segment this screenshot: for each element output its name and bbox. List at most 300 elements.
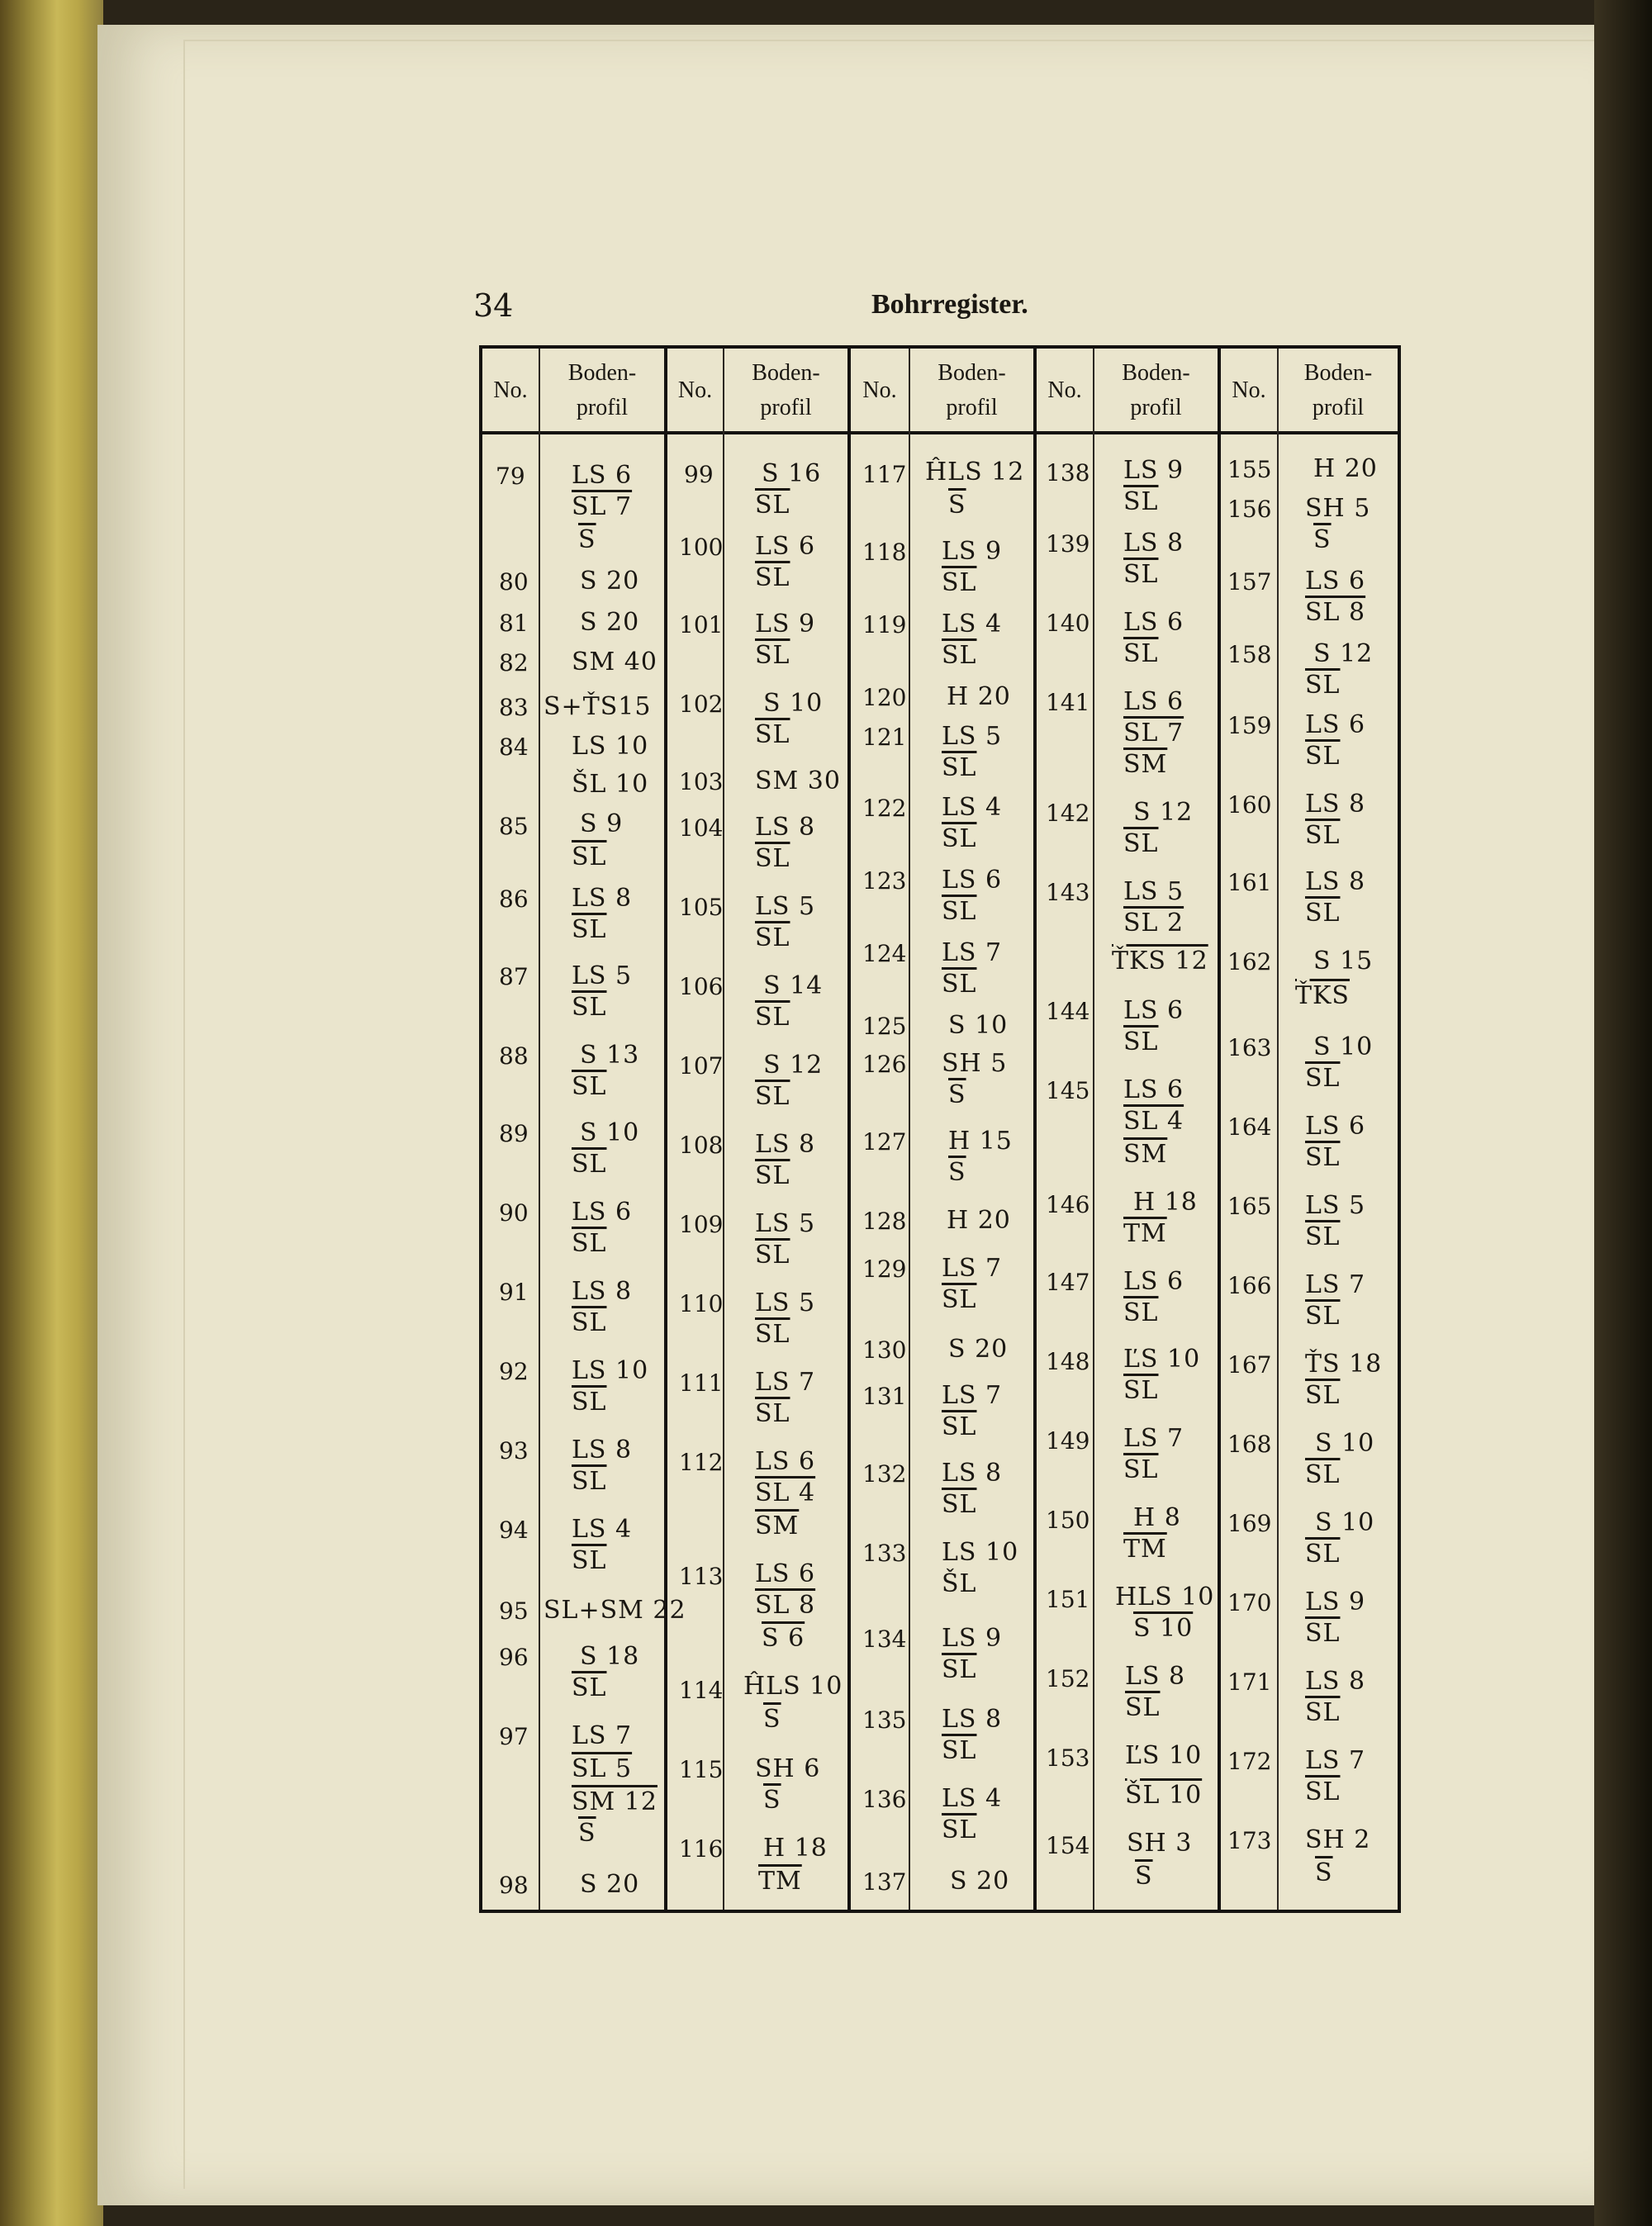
bore-number: 118 [862,539,907,566]
profile-layer: LS 9 [1123,456,1184,485]
profile-layer: $\overline{SL}$ [572,1388,607,1417]
bore-number: 105 [679,894,724,921]
profile-layer: S 10 [1313,1032,1374,1061]
profile-layer: $\overline{SL}$ [572,1673,607,1702]
profile-layer: SH 5 [942,1049,1008,1078]
profile-layer: LS 6 [1305,710,1366,739]
profile-layer: H 20 [947,682,1011,711]
bore-number: 144 [1046,998,1090,1025]
profile-layer: LS 9 [1305,1588,1366,1616]
profile-layer: $\overline{SL}$ [1305,1698,1341,1727]
profile-layer: S 13 [580,1041,640,1070]
profile-layer: S 20 [948,1335,1009,1364]
bore-number: 93 [499,1437,529,1464]
rule [909,349,910,1910]
profile-layer: $\overline{SL}$ [755,491,790,520]
profile-layer: LS 8 [942,1459,1003,1488]
bore-number: 147 [1046,1269,1090,1296]
profile-layer: $\overline{TM}$ [1123,1535,1167,1564]
bore-number: 87 [499,963,529,990]
profile-layer: $\overline{SL}$ [755,844,790,873]
bore-number: 134 [862,1626,907,1653]
bore-number: 153 [1046,1744,1090,1772]
profile-layer: LS 6 [755,1447,816,1476]
bore-number: 167 [1227,1351,1272,1379]
bore-number: 136 [862,1786,907,1813]
profile-layer: S 12 [1313,639,1374,668]
profile-layer: $\overline{SL}$ [1123,1298,1159,1327]
header-profil-1: Boden- profil [567,359,637,420]
bore-number: 150 [1046,1507,1090,1534]
profile-layer: SL 8 [755,1591,816,1620]
bore-number: 157 [1227,568,1272,596]
rule [664,349,667,1910]
bore-number: 120 [862,684,907,711]
profile-layer: $\overline{S}$ [578,525,596,554]
bore-number: 170 [1227,1589,1272,1616]
profile-layer: S 10 [1315,1508,1375,1537]
profile-layer: H 8 [1133,1503,1181,1532]
profile-layer: $\overline{S}$ [1315,1858,1333,1887]
profile-layer: $\overline{SL}$ [572,915,607,944]
profile-layer: $\overline{SL}$ [572,1150,607,1179]
profile-layer: $\overline{SL}$ [942,1655,977,1684]
profile-layer: LS 6 [1123,996,1184,1025]
bore-number: 158 [1227,641,1272,668]
bore-number: 141 [1046,689,1090,716]
profile-layer: LS 4 [942,610,1003,638]
bore-number: 143 [1046,879,1090,906]
bore-number: 80 [499,568,529,596]
bore-number: 123 [862,867,907,895]
bore-number: 129 [862,1255,907,1283]
profile-layer: ĤLS 10 [743,1672,843,1701]
bore-number: 130 [862,1336,907,1364]
profile-layer: ŤKS 12 [1112,947,1208,975]
profile-layer: LS 7 [942,1381,1003,1410]
bore-number: 83 [499,694,529,721]
profile-layer: ŤS 18 [1305,1350,1383,1379]
profile-layer: H 18 [1133,1188,1198,1217]
bore-number: 173 [1227,1827,1272,1854]
bore-number: 119 [862,611,907,638]
profile-layer: SL 5 [572,1754,633,1783]
profile-layer: ŠL 10 [1125,1781,1203,1810]
profile-layer: $\overline{SL}$ [1305,1222,1341,1251]
profile-layer: LS 8 [755,813,816,842]
profile-layer: LS 7 [755,1368,816,1397]
profile-layer: S 10 [763,689,824,718]
profile-layer: $\overline{SL}$ [1123,1455,1159,1484]
profile-layer: SL 4 [1123,1107,1184,1136]
profile-layer: LS 9 [942,537,1003,566]
profile-layer: $\overline{S}$ [1313,525,1332,554]
profile-layer: S 10 [580,1118,640,1147]
profile-layer: H 15 [948,1127,1013,1156]
profile-layer: LS 6 [1123,608,1184,637]
profile-layer: LS 9 [755,610,816,638]
running-head: Bohrregister. [871,289,1028,320]
bore-number: 96 [499,1644,529,1671]
profile-layer: LS 10 [572,1356,649,1385]
profile-layer: $\overline{SL}$ [942,753,977,782]
profile-layer: ĽS 10 [1123,1345,1201,1374]
profile-layer: SM 12 [572,1787,657,1816]
profile-layer: $\overline{SL}$ [572,842,607,871]
bore-number: 110 [679,1290,724,1317]
bore-number: 81 [499,610,529,637]
bore-number: 127 [862,1128,907,1156]
profile-layer: S 14 [763,971,824,1000]
profile-layer: S+ŤS15 [544,692,652,721]
profile-layer: LS 8 [755,1130,816,1159]
bore-number: 106 [679,973,724,1000]
profile-layer: $\overline{SL}$ [755,1082,790,1111]
profile-layer: LS 7 [572,1721,633,1750]
bore-number: 116 [679,1835,724,1863]
profile-layer: $\overline{S}$ [763,1786,781,1815]
profile-layer: LS 9 [942,1624,1003,1653]
profile-layer: LS 7 [1123,1424,1184,1453]
profile-layer: ŠL [942,1569,977,1598]
profile-layer: S 16 [762,459,822,488]
rule [1277,349,1279,1910]
profile-layer: $\overline{SL}$ [1305,821,1341,850]
rule [1218,349,1221,1910]
bore-number: 137 [862,1868,907,1896]
header-profil-5: Boden- profil [1303,359,1373,420]
profile-layer: $\overline{SL}$ [942,824,977,853]
profile-layer: LS 8 [1123,529,1184,558]
profile-layer: $\overline{SL}$ [755,1161,790,1190]
header-profil-3: Boden- profil [938,359,1006,420]
bore-number: 91 [499,1279,529,1306]
profile-layer: SL 7 [572,492,633,521]
profile-layer: LS 4 [942,1784,1003,1813]
bore-number: 163 [1227,1034,1272,1061]
bore-number: 111 [679,1369,724,1397]
profile-layer: H 20 [1313,454,1378,483]
profile-layer: LS 5 [1123,877,1184,906]
profile-layer: LS 8 [1125,1662,1186,1691]
bore-number: 109 [679,1211,724,1238]
profile-layer: $\overline{SL}$ [1305,1064,1341,1093]
bore-number: 169 [1227,1510,1272,1537]
header-profil-2: Boden- profil [752,359,820,420]
bore-number: 168 [1227,1431,1272,1458]
profile-layer: $\overline{S}$ [763,1705,781,1734]
profile-layer: LS 6 [755,1559,816,1588]
profile-layer: LS 10 [942,1538,1019,1567]
profile-layer: $\overline{SL}$ [1305,1460,1341,1489]
profile-layer: SH 5 [1305,494,1371,523]
bore-number: 97 [499,1723,529,1750]
bore-number: 84 [499,733,529,761]
profile-layer: SL 4 [755,1478,816,1507]
bore-number: 152 [1046,1665,1090,1692]
profile-layer: S 9 [580,809,624,838]
bore-number: 138 [1046,459,1090,486]
bore-number: 117 [862,461,907,488]
bore-number: 148 [1046,1348,1090,1375]
header-no-5: No. [1232,377,1266,403]
profile-layer: S 12 [1133,798,1194,827]
bore-number: 112 [679,1449,724,1476]
profile-layer: LS 8 [572,1277,633,1306]
bore-number: 140 [1046,610,1090,637]
bore-number: 125 [862,1013,907,1040]
profile-layer: $\overline{SL}$ [1123,487,1159,516]
bore-number: 131 [862,1383,907,1410]
bore-number: 86 [499,885,529,913]
bore-number: 161 [1227,869,1272,896]
bore-number: 151 [1046,1586,1090,1613]
profile-layer: $\overline{SL}$ [1305,1619,1341,1648]
profile-layer: LS 6 [572,461,633,490]
bore-number: 132 [862,1460,907,1488]
bore-number: 165 [1227,1193,1272,1220]
profile-layer: LS 8 [1305,790,1366,819]
profile-layer: $\overline{SM}$ [1123,750,1168,779]
profile-layer: $\overline{SL}$ [942,1412,977,1441]
profile-layer: S 18 [580,1642,640,1671]
bore-number: 89 [499,1120,529,1147]
profile-layer: $\overline{SL}$ [1123,1028,1159,1056]
profile-layer: $\overline{S}$ [948,1158,966,1187]
profile-layer: $\overline{ŤKS}$ [1295,981,1350,1010]
profile-layer: $\overline{SL}$ [755,563,790,592]
bore-number: 156 [1227,496,1272,523]
profile-layer: H 20 [947,1206,1011,1235]
bore-number: 162 [1227,948,1272,975]
bore-number: 94 [499,1516,529,1544]
profile-layer: $\overline{SL}$ [942,970,977,999]
profile-layer: $\overline{SL}$ [942,568,977,597]
profile-layer: LS 6 [1123,1267,1184,1296]
profile-layer: $\overline{TM}$ [1123,1219,1167,1248]
profile-layer: LS 5 [1305,1191,1366,1220]
right-shadow [1594,0,1652,2226]
profile-layer: LS 8 [572,884,633,913]
header-no-3: No. [862,377,897,403]
profile-layer: LS 8 [942,1705,1003,1734]
bore-number: 139 [1046,530,1090,558]
profile-layer: $\overline{SL}$ [942,897,977,926]
profile-layer: HLS 10 [1115,1583,1215,1611]
bore-number: 82 [499,649,529,676]
bore-number: 133 [862,1540,907,1567]
header-no-1: No. [493,377,528,403]
profile-layer: S 20 [950,1867,1010,1896]
profile-layer: $\overline{SL}$ [1305,1143,1341,1172]
bore-number: 115 [679,1756,724,1783]
profile-layer: SH 2 [1305,1825,1371,1854]
profile-layer: LS 5 [755,1289,816,1317]
profile-layer: SH 6 [755,1754,821,1783]
rule [723,349,724,1910]
profile-layer: S 6 [762,1624,805,1653]
profile-layer: LS 7 [942,1254,1003,1283]
profile-layer: LS 7 [1305,1270,1366,1299]
profile-layer: $\overline{SL}$ [1123,560,1159,589]
profile-layer: $\overline{SL}$ [1123,1376,1159,1405]
profile-layer: $\overline{SL}$ [755,1320,790,1349]
rule [1033,349,1037,1910]
profile-layer: $\overline{SL}$ [572,1546,607,1575]
profile-layer: LS 8 [572,1436,633,1464]
profile-layer: $\overline{SL}$ [942,641,977,670]
profile-layer: S 20 [580,608,640,637]
bore-number: 101 [679,611,724,638]
profile-layer: SM 30 [755,767,841,795]
profile-layer: $\overline{SL}$ [1305,671,1341,700]
profile-layer: $\overline{SL}$ [1123,639,1159,668]
bore-number: 155 [1227,456,1272,483]
bore-number: 85 [499,813,529,840]
profile-layer: S 10 [948,1011,1009,1040]
bore-number: 166 [1227,1272,1272,1299]
profile-layer: $\overline{SL}$ [572,1229,607,1258]
profile-layer: LS 7 [942,938,1003,967]
profile-layer: $\overline{S}$ [948,491,966,520]
bore-number: 98 [499,1872,529,1899]
bore-number: 103 [679,768,724,795]
profile-layer: $\overline{SL}$ [572,1308,607,1337]
rule [1093,349,1094,1910]
profile-layer: LS 6 [572,1198,633,1227]
profile-layer: LS 6 [1305,1112,1366,1141]
profile-layer: SL 8 [1305,598,1366,627]
profile-layer: LS 8 [1305,1667,1366,1696]
profile-layer: LS 5 [755,892,816,921]
profile-layer: SL 2 [1123,909,1184,937]
profile-layer: LS 5 [572,961,633,990]
profile-layer: $\overline{SL}$ [755,1399,790,1428]
profile-layer: $\overline{TM}$ [758,1867,802,1896]
profile-layer: LS 6 [1123,1075,1184,1104]
profile-layer: $\overline{SL}$ [1125,1693,1161,1722]
profile-layer: S 10 [1315,1429,1375,1458]
profile-layer: LS 8 [1305,867,1366,896]
profile-layer: SM 40 [572,648,657,676]
profile-layer: $\overline{SL}$ [942,1815,977,1844]
profile-layer: LS 6 [1123,687,1184,716]
bore-number: 146 [1046,1191,1090,1218]
profile-layer: $\overline{S}$ [948,1080,966,1109]
header-no-4: No. [1047,377,1082,403]
profile-layer: $\overline{SL}$ [755,1003,790,1032]
profile-layer: LS 6 [1305,567,1366,596]
bore-number: 122 [862,795,907,822]
profile-layer: $\overline{SL}$ [1305,1540,1341,1569]
profile-layer: $\overline{S}$ [578,1819,596,1848]
bore-number: 107 [679,1052,724,1080]
profile-layer: $\overline{SM}$ [755,1512,800,1540]
bore-number: 100 [679,534,724,561]
profile-layer: S 20 [580,567,640,596]
rule [847,349,851,1910]
bore-number: 90 [499,1199,529,1227]
bore-number: 88 [499,1042,529,1070]
profile-layer: $\overline{SL}$ [755,1241,790,1270]
header-profil-4: Boden- profil [1122,359,1190,420]
bore-number: 149 [1046,1427,1090,1455]
profile-layer: $\overline{SL}$ [572,993,607,1022]
bore-number: 126 [862,1051,907,1078]
bore-number: 159 [1227,712,1272,739]
book-edge [0,0,103,2226]
bore-number: 135 [862,1706,907,1734]
profile-layer: $\overline{SL}$ [755,923,790,952]
profile-layer: LS 7 [1305,1746,1366,1775]
header-no-2: No. [677,377,713,403]
profile-layer: $\overline{SL}$ [942,1490,977,1519]
profile-layer: $\overline{SL}$ [755,641,790,670]
profile-layer: $\overline{S}$ [1135,1862,1153,1891]
bore-number: 113 [679,1563,724,1590]
bore-number: 172 [1227,1748,1272,1775]
bore-number: 171 [1227,1668,1272,1696]
profile-layer: ŠL 10 [572,770,649,799]
profile-layer: LS 5 [942,722,1003,751]
profile-layer: S 20 [580,1870,640,1899]
profile-layer: $\overline{SM}$ [1123,1140,1168,1169]
header-rule [479,431,1401,434]
profile-layer: $\overline{SL}$ [1305,1777,1341,1806]
profile-layer: $\overline{SL}$ [942,1285,977,1314]
bore-number: 121 [862,724,907,751]
bore-number: 92 [499,1358,529,1385]
profile-layer: LS 10 [572,732,649,761]
profile-layer: LS 5 [755,1209,816,1238]
bore-number: 164 [1227,1113,1272,1141]
bore-number: 160 [1227,791,1272,819]
bore-number: 104 [679,814,724,842]
profile-layer: $\overline{SL}$ [942,1736,977,1765]
profile-layer: S 12 [763,1051,824,1080]
bore-number: 128 [862,1208,907,1235]
profile-layer: $\overline{SL}$ [1305,1381,1341,1410]
profile-layer: $\overline{SL}$ [1305,899,1341,928]
bore-number: 124 [862,940,907,967]
profile-layer: $\overline{SL}$ [1305,1302,1341,1331]
profile-layer: $\overline{SL}$ [755,720,790,749]
profile-layer: $\overline{SL}$ [572,1467,607,1496]
profile-layer: LS 6 [755,532,816,561]
profile-layer: ĽS 10 [1125,1741,1203,1770]
bore-number: 99 [684,461,714,488]
bore-number: 145 [1046,1077,1090,1104]
profile-layer: ĤLS 12 [925,458,1025,486]
profile-layer: H 18 [763,1834,828,1863]
bore-number: 154 [1046,1832,1090,1859]
profile-layer: $\overline{SL}$ [1123,829,1159,858]
rule [539,349,540,1910]
page-number: 34 [473,287,514,324]
bore-number: 102 [679,691,724,718]
profile-layer: SL+SM 22 [544,1596,686,1625]
profile-layer: LS 4 [942,793,1003,822]
profile-layer: SL 7 [1123,719,1184,748]
bore-number: 142 [1046,800,1090,827]
bore-number: 95 [499,1597,529,1625]
profile-layer: LS 4 [572,1515,633,1544]
bore-number: 79 [496,463,525,490]
profile-layer: $\overline{SL}$ [572,1072,607,1101]
profile-layer: LS 6 [942,866,1003,895]
bore-number: 108 [679,1132,724,1159]
profile-layer: SH 3 [1127,1829,1193,1858]
